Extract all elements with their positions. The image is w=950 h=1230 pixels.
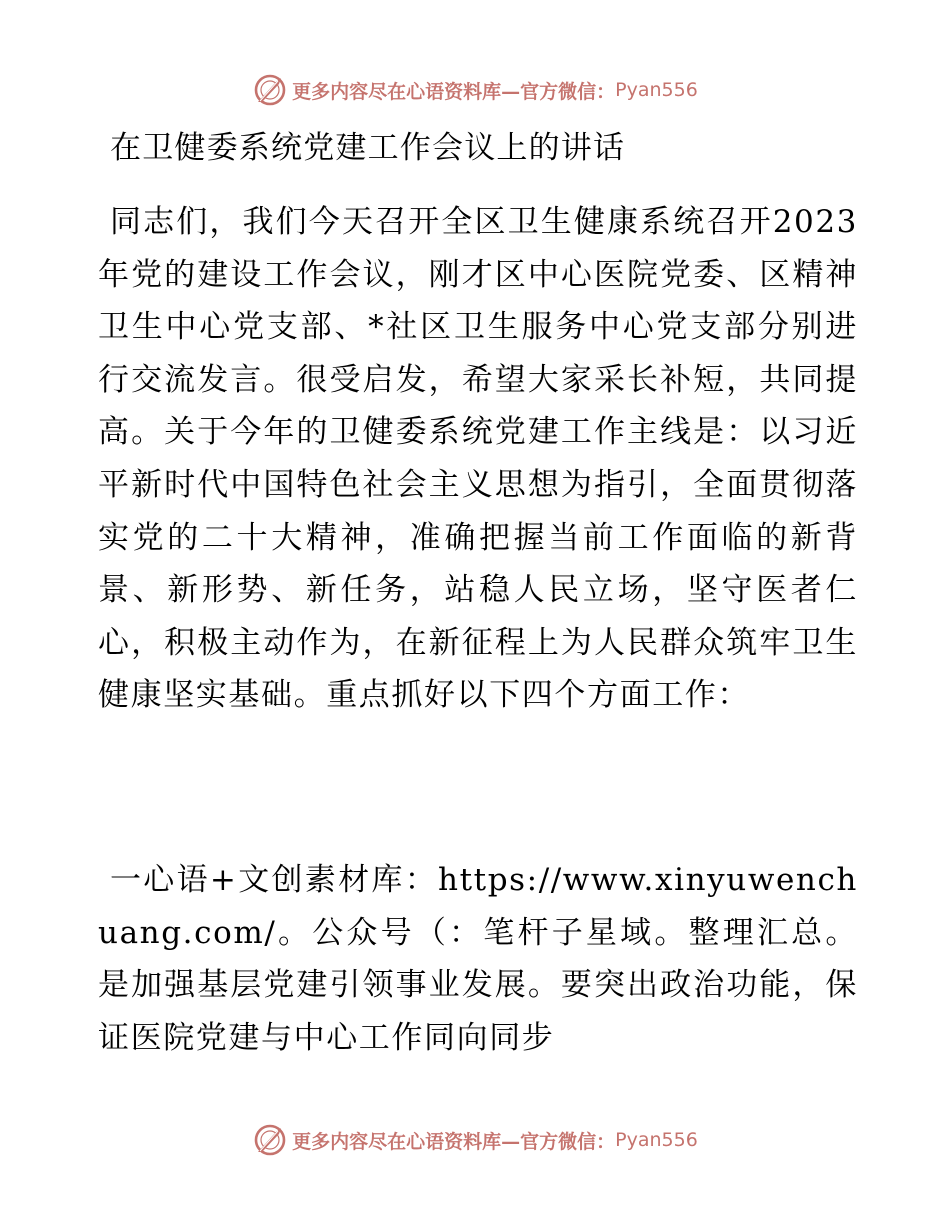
footer-banner	[0, 1118, 950, 1162]
body-paragraph-2: 一心语+文创素材库：https://www.xinyuwenchuang.com/。公众号（：笔杆子星域。整理汇总。是加强基层党建引领事业发展。要突出政治功能，保证医院党建与中心工作同向同步	[98, 862, 858, 1056]
quill-logo-icon	[252, 72, 288, 108]
quill-logo-icon	[252, 1122, 288, 1158]
body-paragraph-1: 同志们，我们今天召开全区卫生健康系统召开2023年党的建设工作会议，刚才区中心医院党委、区精神卫生中心党支部、*社区卫生服务中心党支部分别进行交流发言。很受启发，希望大家采长补短，共同提高。关于今年的卫健委系统党建工作主线是：以习近平新时代中国特色社会主义思想为指引，全面贯彻落实党的二十大精神，准确把握当前工作面临的新背景、新形势、新任务，站稳人民立场，坚守医者仁心，积极主动作为，在新征程上为人民群众筑牢卫生健康坚实基础。重点抓好以下四个方面工作：	[98, 204, 858, 714]
document-title: 在卫健委系统党建工作会议上的讲话	[110, 130, 626, 166]
header-wechat-id: Pyan556	[615, 79, 698, 101]
header-banner-text: 更多内容尽在心语资料库—官方微信：	[292, 80, 616, 103]
footer-banner-text: 更多内容尽在心语资料库—官方微信：	[292, 1130, 616, 1153]
header-banner	[0, 68, 950, 112]
footer-wechat-id: Pyan556	[615, 1129, 698, 1151]
